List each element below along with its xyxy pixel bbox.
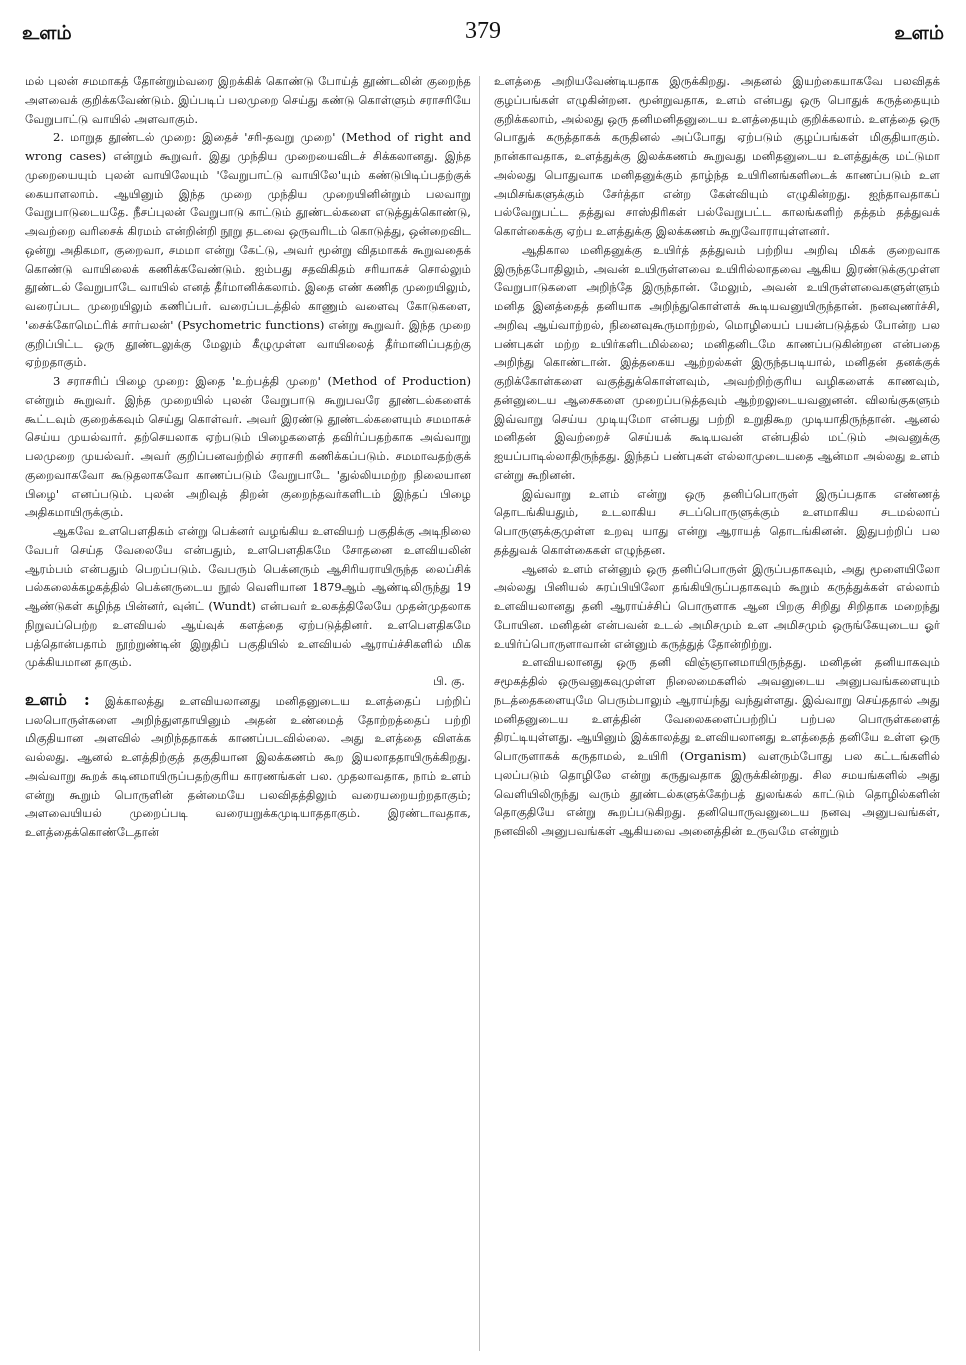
page-number: 379	[465, 18, 501, 44]
page-header	[0, 18, 966, 62]
paragraph: 2. மாறுத தூண்டல் முறை: இதைச் 'சரி-தவறு முறை' (Method of right and wrong cases) என்றும் கூறுவர். இது முந்திய முறையைவிடச் சிக்கலானது. இந்த முறையையும் புலன் வாயிலேயும் 'வேறுபாட்டு வாயிலே'யும் கண்டுபிடிப்பதற்குக் கையாளலாம். ஆயினும் இந்த முறை முந்திய முறையினின்றும் பலவாறு வேறுபாடுடையதே. நீசப்புலன் வேறுபாடு காட்டும் தூண்டல்களை எடுத்துக்கொண்டு, அவற்றை வரிசைக் கிரமம் என்றின்றி நூறு தடவை ஒருவரிடம் கொடுத்து, ஒன்றைவிட ஒன்று அதிகமா, குறைவா, சமமா என்று கேட்டு, அவர் மூன்று விதமாகக் கூறுவதைக் கொண்டு வாயிலைக் கணிக்கவேண்டும். ஐம்பது சதவிகிதம் சரியாகச் சொல்லும் தூண்டல் வேறுபாடே வாயில் எனத் தீர்மானிக்கலாம். இதை எண் கணித முறையிலும், வரைப்பட முறையிலும் கணிப்பர். வரைப்படத்தில் காணும் வளைவு கோடுகளை, 'சைக்கோமெட்ரிக் சார்பலன்' (Psychometric functions) என்று கூறுவர். இந்த முறை குறிப்பிட்ட ஒரு தூண்டலுக்கு மேலும் கீழுமுள்ள வாயிலைத் தீர்மானிப்பதற்கு ஏற்றதாகும்.	[25, 130, 471, 370]
paragraph: உளத்தை அறியவேண்டியதாக இருக்கிறது. அதனல் இயற்கையாகவே பலவிதக் குழப்பங்கள் எழுகின்றன. மூன்றுவதாக, உளம் என்பது ஒரு பொதுக் கருத்தையும் குறிக்கலாம், அல்லது ஒரு தனிமனிதனுடைய உளத்தையும் குறிக்கலாம். உளத்தை ஒரு பொதுக் கருத்தாகக் கருதினல் அப்போது ஏற்படும் குழப்பங்கள் மிகுதியாகும். நான்காவதாக, உளத்துக்கு இலக்கணம் கூறுவது மனிதனுடைய உளத்துக்கு மட்டுமா அல்லது பொதுவாக மனிதனுக்கும் தாழ்ந்த உயிரினங்களிடைக் காணப்படும் உள அமிசங்களுக்கும் சேர்த்தா என்ற கேள்வியும் எழுகின்றது. ஐந்தாவதாகப் பல்வேறுபட்ட தத்துவ சாஸ்திரிகள் பல்வேறுபட்ட காலங்களிற் தத்தம் தத்துவக் கொள்கைக்கு ஏற்ப உளத்துக்கு இலக்கணம் கூறுவோராயுள்ளனர்.	[494, 74, 940, 238]
entry-paragraph	[25, 691, 471, 842]
left-column	[25, 72, 471, 1357]
author-initials: பி. கு.	[433, 674, 465, 688]
running-head-left: உளம்	[22, 22, 72, 44]
paragraph: மல் புலன் சமமாகத் தோன்றும்வரை இறக்கிக் கொண்டு போய்த் தூண்டலின் குறைந்த அளவைக் குறிக்கவேண்டும். இப்படிப் பலமுறை செய்து கண்டு கொள்ளும் சராசரியே வேறுபாட்டு வாயில் அளவாகும்.	[25, 74, 471, 126]
paragraph: ஆனல் உளம் என்னும் ஒரு தனிப்பொருள் இருப்பதாகவும், அது மூளையிலோ அல்லது பினியல் சுரப்பியிலோ தங்கியிருப்பதாகவும் கூறும் கருத்துக்கள் எல்லாம் உளவியலானது தனி ஆராய்ச்சிப் பொருளாக ஆன பிறகு சிறிது சிறிதாக மறைந்து போயின. மனிதன் என்பவன் உடல் அமிசமும் உள அமிசமும் ஒருங்கேயுடைய ஓர் உயிர்ப்பொருளாவான் என்னும் கருத்துத் தோன்றிற்று.	[494, 561, 940, 651]
paragraph: ஆகவே உளபௌதிகம் என்று பெக்னர் வழங்கிய உளவியற் பகுதிக்கு அடிநிலை வேபர் செய்த வேலையே என்பதும், உளபௌதிகமே சோதனை உளவியலின் ஆரம்பம் என்பதும் பெறப்படும். வேபரும் பெக்னரும் ஆசிரியராயிருந்த லைப்சிக் பல்கலைக்கழகத்தில் பெக்னருடைய நூல் வெளியான 1879ஆம் ஆண்டிலிருந்து 19 ஆண்டுகள் கழிந்த பின்னர், வுன்ட் (Wundt) என்பவர் உலகத்திலேயே முதன்முதலாக நிறுவப்பெற்ற உளவியல் ஆய்வுக் களத்தை ஏற்படுத்தினர். உளபௌதிகமே பத்தொன்பதாம் நூற்றுண்டின் இறுதிப் பகுதியில் உளவியல் ஆராய்ச்சிகளில் மிக முக்கியமான தாகும்.	[25, 524, 471, 670]
paragraph-text: இக்காலத்து உளவியலானது மனிதனுடைய உளத்தைப் பற்றிப் பலபொருள்களை அறிந்துளதாயினும் அதன் உண்மைத் தோற்றத்தைப் பற்றி மிகுதியான அளவில் அறிந்ததாகக் காணப்படவில்லை. அது உளத்தை விளக்க வல்லது. ஆனல் உளத்திற்குத் தகுதியான இலக்கணம் கூற இயலாததாயிருக்கிறது. அவ்வாறு கூறக் கடினமாயிருப்பதற்குரிய காரணங்கள் பல. முதலாவதாக, நாம் உளம் என்று கூறும் பொருளின் தன்மையே பலவிதத்திலும் வரையறையற்றதாகும்; அளவையியல் முறைப்படி வரையறுக்கமுடியாததாகும். இரண்டாவதாக, உளத்தைக்கொண்டேதான்	[25, 693, 471, 839]
paragraph: இவ்வாறு உளம் என்று ஒரு தனிப்பொருள் இருப்பதாக எண்ணத் தொடங்கியதும், உடலாகிய சடப்பொருளுக்கும் உளமாகிய சடமல்லாப் பொருளுக்குமுள்ள உறவு யாது என்று ஆராயத் தொடங்கினன். இதுபற்றிப் பல தத்துவக் கொள்கைகள் எழுந்தன.	[494, 486, 940, 557]
right-column	[494, 72, 940, 1357]
paragraph: 3 சராசரிப் பிழை முறை: இதை 'உற்பத்தி முறை' (Method of Production) என்றும் கூறுவர். இந்த முறையில் புலன் வேறுபாடு கூறுபவரே தூண்டல்களைக் கூட்டவும் குறைக்கவும் செய்து கொள்வர். அவர் இரண்டு தூண்டல்களையும் சமமாகச் செய்ய முயல்வார். தற்செயலாக ஏற்படும் பிழைகளைத் தவிர்ப்பதற்காக அவ்வாறு பலமுறை முயல்வர். அவர் குறிப்பனவற்றில் சராசரி கணிக்கப்படும். சமமாவதற்குக் குறைவாகவோ கூடுதலாகவோ காணப்படும் வேறுபாடே 'துல்லியமற்ற நிலையான பிழை' எனப்படும். புலன் அறிவுத் திறன் குறைந்தவர்களிடம் இந்தப் பிழை அதிகமாயிருக்கும்.	[25, 374, 471, 520]
paragraph: உளவியலானது ஒரு தனி விஞ்ஞானமாயிருந்தது. மனிதன் தனியாகவும் சமூகத்தில் ஒருவனுகவுமுள்ள நிலைமைகளில் அவனுடைய அனுபவங்களையும் நடத்தைகளையுமே பெரும்பாலும் ஆராய்ந்து வந்துள்ளது. இவ்வாறு செய்ததால் அது மனிதனுடைய உளத்தின் வேலைகளைப்பற்றிப் பற்பல பொருள்களைத் திரட்டியுள்ளது. ஆயினும் இக்காலத்து உளவியலானது உளத்தைத் தனியே உள்ள ஒரு பொருளாகக் கருதாமல், உயிரி (Organism) வளரும்போது பல கட்டங்களில் புலப்படும் தொழிலே என்று கருதுவதாக இருக்கின்றது. சில சமயங்களில் அது வெளியிலிருந்து வரும் தூண்டல்களுக்கேற்பத் துலங்கல் காட்டும் தொழில்களின் தொகுதியே என்று கூறப்படுகிறது. தனியொருவனுடைய நனவு அனுபவங்கள், நனவிலி அனுபவங்கள் ஆகியவை அனைத்தின் உருவமே என்றும்	[494, 655, 940, 838]
paragraph: ஆதிகால மனிதனுக்கு உயிர்த் தத்துவம் பற்றிய அறிவு மிகக் குறைவாக இருந்தபோதிலும், அவன் உயிருள்ளவை உயிரில்லாதவை ஆகிய இரண்டுக்குமுள்ள வேறுபாடுகளை அறிந்தே இருந்தான். மேலும், அவன் உயிருள்ளவைகளுள்ளும் மனித இனத்தைத் தனியாக அறிந்துகொள்ளக் கூடியவனுயிருந்தான். நனவுணர்ச்சி, அறிவு ஆய்வாற்றல், நினைவுகூருமாற்றல், மொழியைப் பயன்படுத்தல் போன்ற பல பண்புகள் மற்ற உயிர்களிடமில்லை; மனிதனிடமே காணப்படுகின்றன என்பதை அறிந்து கொண்டான். இத்தகைய ஆற்றல்கள் இருந்தபடியால், மனிதன் தனக்குக் குறிக்கோள்களை வகுத்துக்கொள்ளவும், அவற்றிற்குரிய வழிகளைக் காணவும், தன்னுடைய ஆசைகளை முறைப்படுத்தவும் ஆற்றலுடையவனுனன். விலங்குகளும் இவ்வாறு செய்ய முடியுமோ என்பது பற்றி உறுதிகூற முடியாதிருந்தான். ஆனல் மனிதன் இவற்றைச் செய்யக் கூடியவன் என்பதில் மட்டும் அவனுக்கு ஐயப்பாடில்லாதிருந்தது. இந்தப் பண்புகள் எல்லாமுடையதை ஆன்மா அல்லது உளம் என்று கூறினன்.	[494, 242, 940, 482]
column-divider	[479, 76, 480, 1351]
entry-heading: உளம் :	[25, 689, 90, 709]
running-head-right: உளம்	[894, 22, 944, 44]
